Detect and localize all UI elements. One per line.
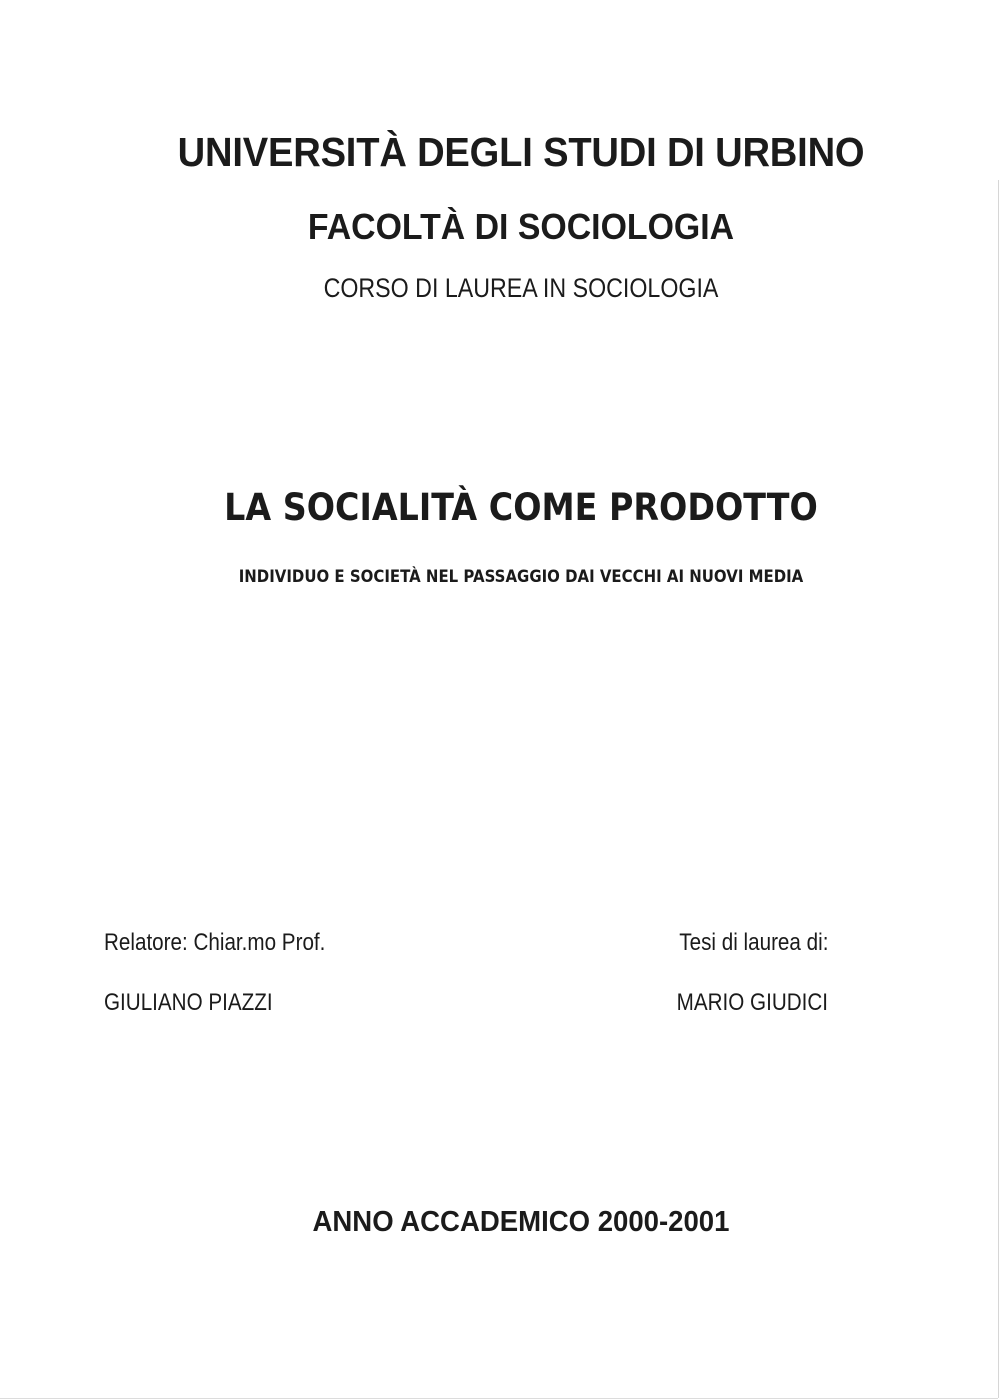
faculty-name: FACOLTÀ DI SOCIOLOGIA <box>307 206 735 247</box>
supervisor-label: Relatore: Chiar.mo Prof. <box>104 929 326 956</box>
university-name: UNIVERSITÀ DEGLI STUDI DI URBINO <box>177 129 865 175</box>
scan-edge-right-divider <box>998 180 999 1398</box>
thesis-subtitle: INDIVIDUO E SOCIETÀ NEL PASSAGGIO DAI VECCHI AI NUOVI MEDIA <box>238 567 804 587</box>
scan-edge-bottom-divider <box>0 1398 998 1399</box>
supervisor-name: GIULIANO PIAZZI <box>104 989 273 1016</box>
thesis-title: LA SOCIALITÀ COME PRODOTTO <box>224 486 818 529</box>
candidate-label: Tesi di laurea di: <box>678 929 828 956</box>
degree-course: CORSO DI LAUREA IN SOCIOLOGIA <box>323 273 719 303</box>
academic-year: ANNO ACCADEMICO 2000-2001 <box>312 1206 730 1238</box>
candidate-name: MARIO GIUDICI <box>676 989 828 1016</box>
